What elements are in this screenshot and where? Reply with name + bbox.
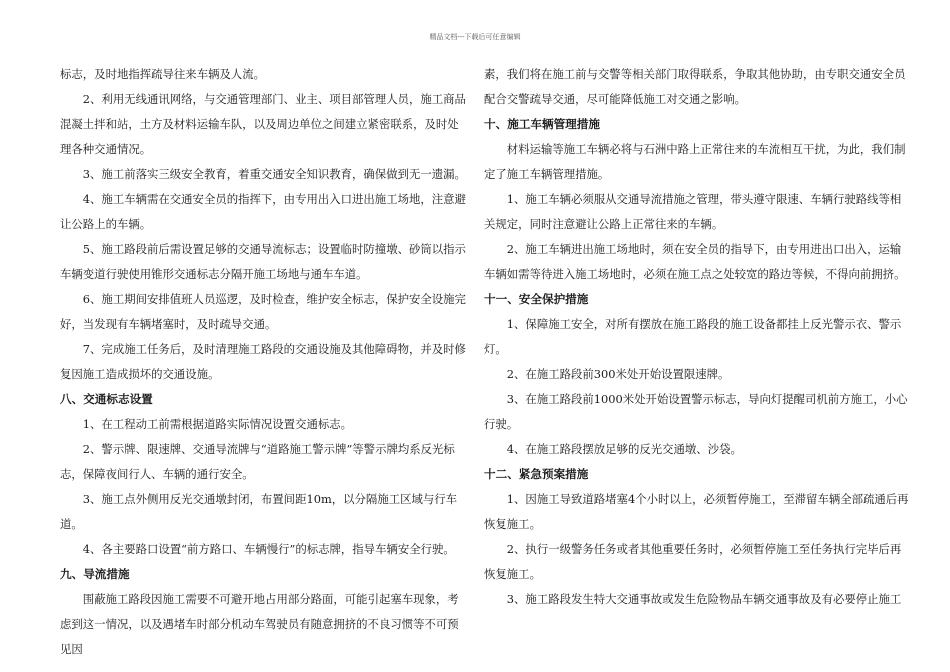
paragraph: 材料运输等施工车辆必将与石洲中路上正常往来的车流相互干扰，为此，我们制定了施工车辆管理措施。 bbox=[484, 142, 906, 181]
paragraph: 1、因施工导致道路堵塞4个小时以上，必须暂停施工，至滞留车辆全部疏通后再恢复施工。 bbox=[484, 492, 909, 531]
paragraph: 围蔽施工路段因施工需要不可避开地占用部分路面，可能引起塞车现象，考虑到这一情况，以及遇堵车时部分机动车驾驶员有随意拥挤的不良习惯等不可预见因 bbox=[60, 592, 459, 656]
left-column bbox=[60, 62, 470, 662]
section-heading: 十、施工车辆管理措施 bbox=[484, 117, 600, 131]
paragraph: 2、利用无线通讯网络，与交通管理部门、业主、项目部管理人员，施工商品混凝土拌和站，土方及材料运输车队，以及周边单位之间建立紧密联系，及时处理各种交通情况。 bbox=[60, 92, 466, 156]
section-heading: 十二、紧急预案措施 bbox=[484, 467, 589, 481]
right-column bbox=[484, 62, 909, 612]
paragraph: 1、施工车辆必须服从交通导流措施之管理，带头遵守限速、车辆行驶路线等相关规定，同时注意避让公路上正常往来的车辆。 bbox=[484, 192, 902, 231]
section-heading: 九、导流措施 bbox=[60, 567, 130, 581]
paragraph: 4、各主要路口设置“前方路口、车辆慢行”的标志牌，指导车辆安全行驶。 bbox=[82, 542, 455, 556]
paragraph: 6、施工期间安排值班人员巡逻，及时检查，维护安全标志，保护安全设施完好，当发现有车辆堵塞时，及时疏导交通。 bbox=[60, 292, 466, 331]
section-heading: 十一、安全保护措施 bbox=[484, 292, 589, 306]
paragraph: 3、施工点外侧用反光交通墩封闭，布置间距10m，以分隔施工区域与行车道。 bbox=[60, 492, 458, 531]
paragraph: 3、在施工路段前1000米处开始设置警示标志，导向灯提醒司机前方施工，小心行驶。 bbox=[484, 392, 908, 431]
paragraph: 7、完成施工任务后，及时清理施工路段的交通设施及其他障碍物，并及时修复因施工造成损坏的交通设施。 bbox=[60, 342, 466, 381]
paragraph: 素，我们将在施工前与交警等相关部门取得联系，争取其他协助，由专职交通安全员配合交警疏导交通，尽可能降低施工对交通之影响。 bbox=[484, 67, 906, 106]
paragraph: 标志，及时地指挥疏导往来车辆及人流。 bbox=[60, 67, 266, 81]
paragraph: 3、施工路段发生特大交通事故或发生危险物品车辆交通事故及有必要停止施工 bbox=[506, 592, 902, 606]
paragraph: 2、执行一级警务任务或者其他重要任务时，必须暂停施工至任务执行完毕后再恢复施工。 bbox=[484, 542, 902, 581]
paragraph: 4、施工车辆需在交通安全员的指挥下，由专用出入口进出施工场地，注意避让公路上的车辆。 bbox=[60, 192, 466, 231]
section-heading: 八、交通标志设置 bbox=[60, 392, 153, 406]
paragraph: 5、施工路段前后需设置足够的交通导流标志；设置临时防撞墩、砂筒以指示车辆变道行驶使用锥形交通标志分隔开施工场地与通车车道。 bbox=[60, 242, 466, 281]
paragraph: 2、警示牌、限速牌、交通导流牌与“道路施工警示牌”等警示牌均系反光标志，保障夜间行人、车辆的通行安全。 bbox=[60, 442, 455, 481]
paragraph: 2、施工车辆进出施工场地时，须在安全员的指导下，由专用进出口出入，运输车辆如需等待进入施工场地时，必须在施工点之处较宽的路边等候，不得向前拥挤。 bbox=[484, 242, 906, 281]
paragraph: 3、施工前落实三级安全教育，着重交通安全知识教育，确保做到无一遗漏。 bbox=[82, 167, 466, 181]
paragraph: 1、在工程动工前需根据道路实际情况设置交通标志。 bbox=[82, 417, 353, 431]
paragraph: 4、在施工路段摆放足够的反光交通墩、沙袋。 bbox=[506, 442, 742, 456]
paragraph: 1、保障施工安全，对所有摆放在施工路段的施工设备都挂上反光警示衣、警示灯。 bbox=[484, 317, 902, 356]
paragraph: 2、在施工路段前300米处开始设置限速牌。 bbox=[506, 367, 730, 381]
page-header: 精品文档---下载后可任意编辑 bbox=[429, 33, 521, 41]
